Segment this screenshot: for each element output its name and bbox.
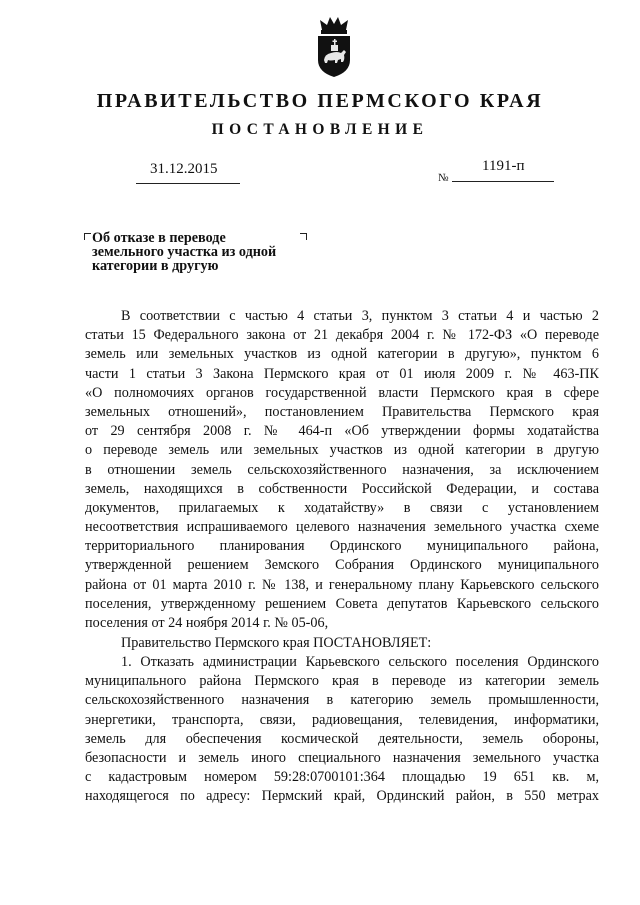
text-line: энергетики, транспорта, связи, радиовещания, телевидения, информатики, bbox=[85, 711, 599, 728]
text-line: поселения от 24 ноября 2014 г. № 05-06, bbox=[85, 615, 329, 631]
text-line: от 29 сентября 2008 г. № 464-п «Об утверждении формы ходатайства bbox=[85, 423, 599, 440]
number-sign: № bbox=[438, 172, 449, 184]
text-line: земель для обеспечения космической деятельности, земель обороны, bbox=[85, 730, 599, 747]
text-line: утвержденной решением Земского Собрания Ординского муниципального bbox=[85, 557, 599, 574]
text-line: документов, прилагаемых к ходатайству» в связи с установлением bbox=[85, 499, 599, 516]
text-line: территориального планирования Ординского муниципального района, bbox=[85, 538, 599, 555]
text-line: несоответствия испрашиваемого целевого назначения земельного участка схеме bbox=[85, 519, 599, 536]
text-line: земель или земельных участков из одной категории в другую», пунктом 6 bbox=[85, 346, 599, 363]
paragraph-item-1 bbox=[85, 653, 599, 807]
document-type: ПОСТАНОВЛЕНИЕ bbox=[211, 121, 429, 138]
text-line: муниципального района Пермского края в переводе из категории земель bbox=[85, 673, 599, 690]
government-title: ПРАВИТЕЛЬСТВО ПЕРМСКОГО КРАЯ bbox=[96, 90, 544, 112]
perm-krai-coat-of-arms-icon bbox=[314, 16, 354, 78]
document-date: 31.12.2015 bbox=[150, 161, 218, 177]
text-line: «О полномочиях органов государственной власти Пермского края в сфере bbox=[85, 384, 599, 401]
text-line: части 1 статьи 3 Закона Пермского края от 01 июля 2009 г. № 463-ПК bbox=[85, 365, 599, 382]
number-underline bbox=[452, 181, 554, 182]
text-line: сельскохозяйственного назначения в категорию земель промышленности, bbox=[85, 692, 599, 709]
text-line: земель, находящихся в собственности Российской Федерации, и состава bbox=[85, 480, 599, 497]
text-line: района от 01 марта 2010 г. № 138, и генеральному плану Карьевского сельского bbox=[85, 576, 599, 593]
text-line: 1. Отказать администрации Карьевского сельского поселения Ординского bbox=[121, 654, 599, 670]
text-line: В соответствии с частью 4 статьи 3, пунктом 3 статьи 4 и частью 2 bbox=[121, 308, 599, 324]
subject-bracket-left bbox=[84, 233, 91, 240]
text-line: земельных отношений», постановлением Правительства Пермского края bbox=[85, 403, 599, 420]
subject-line: категории в другую bbox=[92, 258, 219, 274]
document-subject bbox=[92, 231, 276, 273]
text-line: статьи 15 Федерального закона от 21 декабря 2004 г. № 172-ФЗ «О переводе bbox=[85, 327, 599, 344]
text-line: в отношении земель сельскохозяйственного назначения, за исключением bbox=[85, 461, 599, 478]
text-line: о переводе земель или земельных участков из одной категории в другую bbox=[85, 442, 599, 459]
subject-line: земельного участка из одной bbox=[92, 244, 277, 260]
text-line: поселения, утвержденному решением Совета депутатов Карьевского сельского bbox=[85, 595, 599, 612]
text-line: Правительство Пермского края ПОСТАНОВЛЯЕТ: bbox=[121, 635, 432, 651]
text-line: безопасности и земель иного специального назначения земельного участка bbox=[85, 749, 599, 766]
text-line: находящегося по адресу: Пермский край, Ординский район, в 550 метрах bbox=[85, 788, 599, 805]
document-number: 1191-п bbox=[482, 158, 525, 174]
date-underline bbox=[136, 183, 240, 184]
paragraph-resolves bbox=[85, 634, 599, 653]
subject-bracket-right bbox=[300, 233, 307, 240]
paragraph-legal-basis bbox=[85, 307, 599, 633]
text-line: с кадастровым номером 59:28:0700101:364 площадью 19 651 кв. м, bbox=[85, 769, 599, 786]
subject-line: Об отказе в переводе bbox=[92, 230, 226, 246]
